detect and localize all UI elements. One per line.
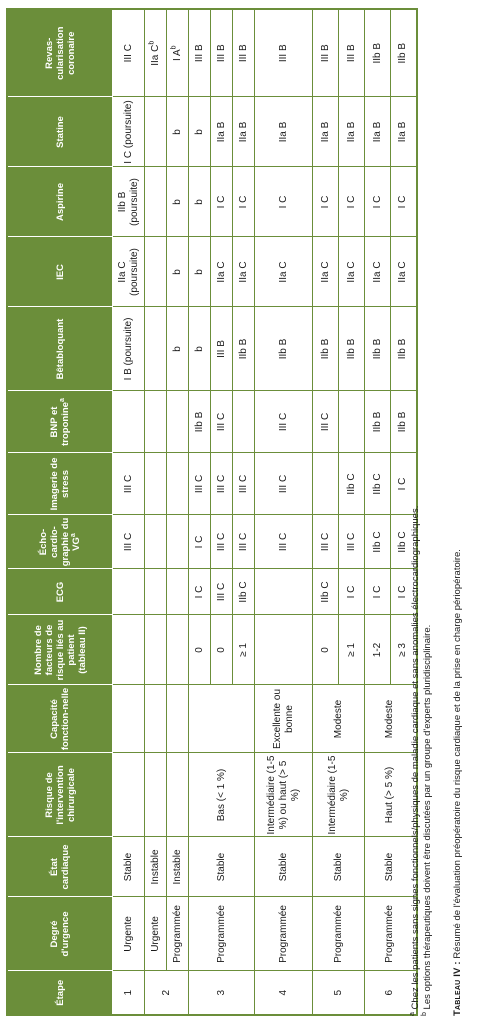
footnotes — [410, 16, 434, 1016]
cell-revasc: III B — [255, 9, 313, 97]
cell-revasc: III C — [113, 9, 145, 97]
cell-bnp — [233, 391, 255, 453]
cell-beta: IIb B — [365, 307, 391, 391]
caption-text: Résumé de l'évaluation préopératoire du risque cardiaque et de la prise en charge périopératoire. — [452, 549, 463, 959]
cell-echo: III C — [211, 515, 233, 569]
cell-beta: b — [167, 307, 189, 391]
cell-revasc — [167, 9, 189, 97]
table-container — [6, 10, 418, 1016]
cell-capacite: Excellente ou bonne — [255, 685, 313, 753]
cell-etat: Instable — [145, 837, 167, 897]
cell-etat: Stable — [365, 837, 417, 897]
cell-revasc — [145, 9, 167, 97]
footnote-a-mark: a — [408, 1012, 416, 1016]
cell-risque — [113, 753, 145, 837]
cell-imagerie — [313, 453, 339, 515]
cell-etat: Stable — [189, 837, 255, 897]
cell-ecg: IIb C — [313, 569, 339, 615]
cell-statine: IIa B — [339, 97, 365, 167]
cell-bnp — [145, 391, 167, 453]
revasc-text: IIa C — [149, 44, 161, 66]
revasc-sup: b — [148, 40, 156, 45]
cell-etape: 4 — [255, 971, 313, 1015]
cell-statine: IIa B — [255, 97, 313, 167]
table-row — [365, 9, 391, 1015]
cell-iec: IIa C — [255, 237, 313, 307]
cell-statine — [145, 97, 167, 167]
cell-iec: IIa C — [339, 237, 365, 307]
cell-risque: Intermédiaire (1-5 %) — [313, 753, 365, 837]
cell-ecg — [255, 569, 313, 615]
cell-capacite — [145, 685, 167, 753]
cell-aspirine: I C — [211, 167, 233, 237]
cell-urgence: Urgente — [113, 897, 145, 971]
cell-beta: IIb B — [255, 307, 313, 391]
cell-imagerie: I C — [391, 453, 417, 515]
header-echo-sup: a — [69, 533, 77, 538]
cell-imagerie: III C — [255, 453, 313, 515]
cell-ecg: III C — [211, 569, 233, 615]
cell-etape: 2 — [145, 971, 189, 1015]
cell-etat: Stable — [113, 837, 145, 897]
cell-ecg — [113, 569, 145, 615]
cell-aspirine: I C — [313, 167, 339, 237]
cell-bnp: IIb B — [189, 391, 211, 453]
cell-bnp: III C — [255, 391, 313, 453]
footnote-b-mark: b — [420, 1012, 428, 1016]
cell-facteurs — [167, 615, 189, 685]
cell-etat: Stable — [313, 837, 365, 897]
cell-facteurs — [255, 615, 313, 685]
header-bnp-text: BNP et troponine — [49, 402, 71, 446]
cell-aspirine: I C — [365, 167, 391, 237]
cell-echo: III C — [233, 515, 255, 569]
cell-echo: IIb C — [365, 515, 391, 569]
cell-statine: b — [189, 97, 211, 167]
cell-beta: IIb B — [313, 307, 339, 391]
cell-risque — [145, 753, 167, 837]
cell-imagerie: III C — [189, 453, 211, 515]
cell-aspirine: I C — [233, 167, 255, 237]
cell-aspirine: b — [189, 167, 211, 237]
cell-ecg: IIb C — [233, 569, 255, 615]
cell-echo: III C — [339, 515, 365, 569]
cell-aspirine — [145, 167, 167, 237]
risk-evaluation-table — [6, 8, 418, 1016]
cell-urgence: Programmée — [313, 897, 365, 971]
cell-urgence: Urgente — [145, 897, 167, 971]
cell-risque: Intermédiaire (1-5 %) ou haut (> 5 %) — [255, 753, 313, 837]
cell-ecg — [167, 569, 189, 615]
cell-echo — [167, 515, 189, 569]
cell-echo: III C — [113, 515, 145, 569]
header-etat: État cardiaque — [7, 837, 113, 897]
header-row — [7, 9, 113, 1015]
cell-beta — [145, 307, 167, 391]
header-revasc: Revas-cularisation coronaire — [7, 9, 113, 97]
cell-statine: b — [167, 97, 189, 167]
header-facteurs: Nombre de facteurs de risque liés au patient (tableau II) — [7, 615, 113, 685]
cell-revasc: IIb B — [391, 9, 417, 97]
cell-etape: 5 — [313, 971, 365, 1015]
header-risque: Risque de l'intervention chirurgicale — [7, 753, 113, 837]
table-row — [313, 9, 339, 1015]
cell-etat: Stable — [255, 837, 313, 897]
cell-capacite — [113, 685, 145, 753]
cell-revasc: III B — [189, 9, 211, 97]
cell-beta: IIb B — [233, 307, 255, 391]
cell-revasc: III B — [339, 9, 365, 97]
cell-iec: IIa C — [391, 237, 417, 307]
caption-label: Tableau IV : — [452, 961, 463, 1016]
header-aspirine: Aspirine — [7, 167, 113, 237]
cell-imagerie: III C — [113, 453, 145, 515]
cell-capacite — [167, 685, 189, 753]
cell-statine: IIa B — [313, 97, 339, 167]
table-caption — [452, 16, 464, 1016]
header-statine: Statine — [7, 97, 113, 167]
cell-iec: IIa C — [233, 237, 255, 307]
cell-imagerie — [167, 453, 189, 515]
header-capacite: Capacité fonction-nelle — [7, 685, 113, 753]
cell-echo: IIb C — [391, 515, 417, 569]
cell-risque: Haut (> 5 %) — [365, 753, 417, 837]
cell-bnp — [167, 391, 189, 453]
cell-revasc: III B — [313, 9, 339, 97]
cell-iec — [145, 237, 167, 307]
cell-aspirine: I C — [255, 167, 313, 237]
cell-statine: IIa B — [391, 97, 417, 167]
cell-etat: Instable — [167, 837, 189, 897]
cell-imagerie: III C — [211, 453, 233, 515]
cell-facteurs — [145, 615, 167, 685]
cell-beta: I B (poursuite) — [113, 307, 145, 391]
header-imagerie: Imagerie de stress — [7, 453, 113, 515]
cell-risque — [167, 753, 189, 837]
table-row — [167, 9, 189, 1015]
cell-urgence: Programmée — [189, 897, 255, 971]
header-urgence: Degré d'urgence — [7, 897, 113, 971]
cell-urgence: Programmée — [167, 897, 189, 971]
table-row — [145, 9, 167, 1015]
cell-iec: IIa C (poursuite) — [113, 237, 145, 307]
cell-ecg — [145, 569, 167, 615]
cell-echo: III C — [313, 515, 339, 569]
cell-bnp: III C — [313, 391, 339, 453]
cell-statine: IIa B — [365, 97, 391, 167]
cell-revasc: III B — [233, 9, 255, 97]
cell-beta: b — [189, 307, 211, 391]
cell-etape: 3 — [189, 971, 255, 1015]
cell-ecg: I C — [339, 569, 365, 615]
cell-statine: I C (poursuite) — [113, 97, 145, 167]
cell-facteurs: ≥ 3 — [391, 615, 417, 685]
cell-capacite: Modeste — [313, 685, 365, 753]
footnote-a-text: Chez les patients sans signes fonctionnels/physiques de maladie cardiaque et sans anomalies électrocardiographiques. — [410, 505, 421, 1010]
header-beta: Bêtabloquant — [7, 307, 113, 391]
cell-urgence: Programmée — [255, 897, 313, 971]
cell-imagerie: IIb C — [365, 453, 391, 515]
header-ecg: ECG — [7, 569, 113, 615]
cell-bnp: IIb B — [365, 391, 391, 453]
cell-facteurs: 1-2 — [365, 615, 391, 685]
cell-bnp — [339, 391, 365, 453]
cell-statine: IIa B — [211, 97, 233, 167]
revasc-text: I A — [171, 49, 183, 62]
cell-imagerie: III C — [233, 453, 255, 515]
cell-capacite — [189, 685, 255, 753]
cell-urgence: Programmée — [365, 897, 417, 971]
cell-iec: b — [189, 237, 211, 307]
cell-bnp: IIb B — [391, 391, 417, 453]
cell-capacite: Modeste — [365, 685, 417, 753]
cell-imagerie — [145, 453, 167, 515]
cell-ecg: I C — [189, 569, 211, 615]
cell-risque: Bas (< 1 %) — [189, 753, 255, 837]
cell-revasc: III B — [211, 9, 233, 97]
cell-aspirine: b — [167, 167, 189, 237]
cell-aspirine: IIb B (poursuite) — [113, 167, 145, 237]
table-row — [189, 9, 211, 1015]
cell-beta: III B — [211, 307, 233, 391]
table-row — [113, 9, 145, 1015]
cell-ecg: I C — [365, 569, 391, 615]
cell-echo: III C — [255, 515, 313, 569]
revasc-sup: b — [170, 45, 178, 50]
header-bnp-sup: a — [58, 398, 66, 403]
cell-beta: IIb B — [339, 307, 365, 391]
cell-facteurs — [113, 615, 145, 685]
header-echo — [7, 515, 113, 569]
cell-statine: IIa B — [233, 97, 255, 167]
cell-bnp: III C — [211, 391, 233, 453]
footnote-b-text: Les options thérapeutiques doivent être discutées par un groupe d'experts pluridisciplinaire. — [422, 624, 433, 1010]
cell-echo: I C — [189, 515, 211, 569]
cell-echo — [145, 515, 167, 569]
cell-etape: 1 — [113, 971, 145, 1015]
footnote-a — [410, 16, 422, 1016]
cell-facteurs: 0 — [313, 615, 339, 685]
cell-beta: IIb B — [391, 307, 417, 391]
cell-facteurs: ≥ 1 — [339, 615, 365, 685]
cell-iec: IIa C — [211, 237, 233, 307]
footnote-b — [422, 16, 434, 1016]
cell-iec: b — [167, 237, 189, 307]
cell-aspirine: I C — [391, 167, 417, 237]
cell-imagerie: IIb C — [339, 453, 365, 515]
header-bnp — [7, 391, 113, 453]
header-echo-text: Écho-cardio-graphie du VG — [38, 517, 82, 567]
table-row — [255, 9, 313, 1015]
header-iec: IEC — [7, 237, 113, 307]
cell-facteurs: 0 — [189, 615, 211, 685]
cell-facteurs: ≥ 1 — [233, 615, 255, 685]
cell-bnp — [113, 391, 145, 453]
header-etape: Étape — [7, 971, 113, 1015]
cell-ecg: I C — [391, 569, 417, 615]
cell-iec: IIa C — [365, 237, 391, 307]
cell-iec: IIa C — [313, 237, 339, 307]
cell-revasc: IIb B — [365, 9, 391, 97]
cell-facteurs: 0 — [211, 615, 233, 685]
cell-etape: 6 — [365, 971, 417, 1015]
cell-aspirine: I C — [339, 167, 365, 237]
